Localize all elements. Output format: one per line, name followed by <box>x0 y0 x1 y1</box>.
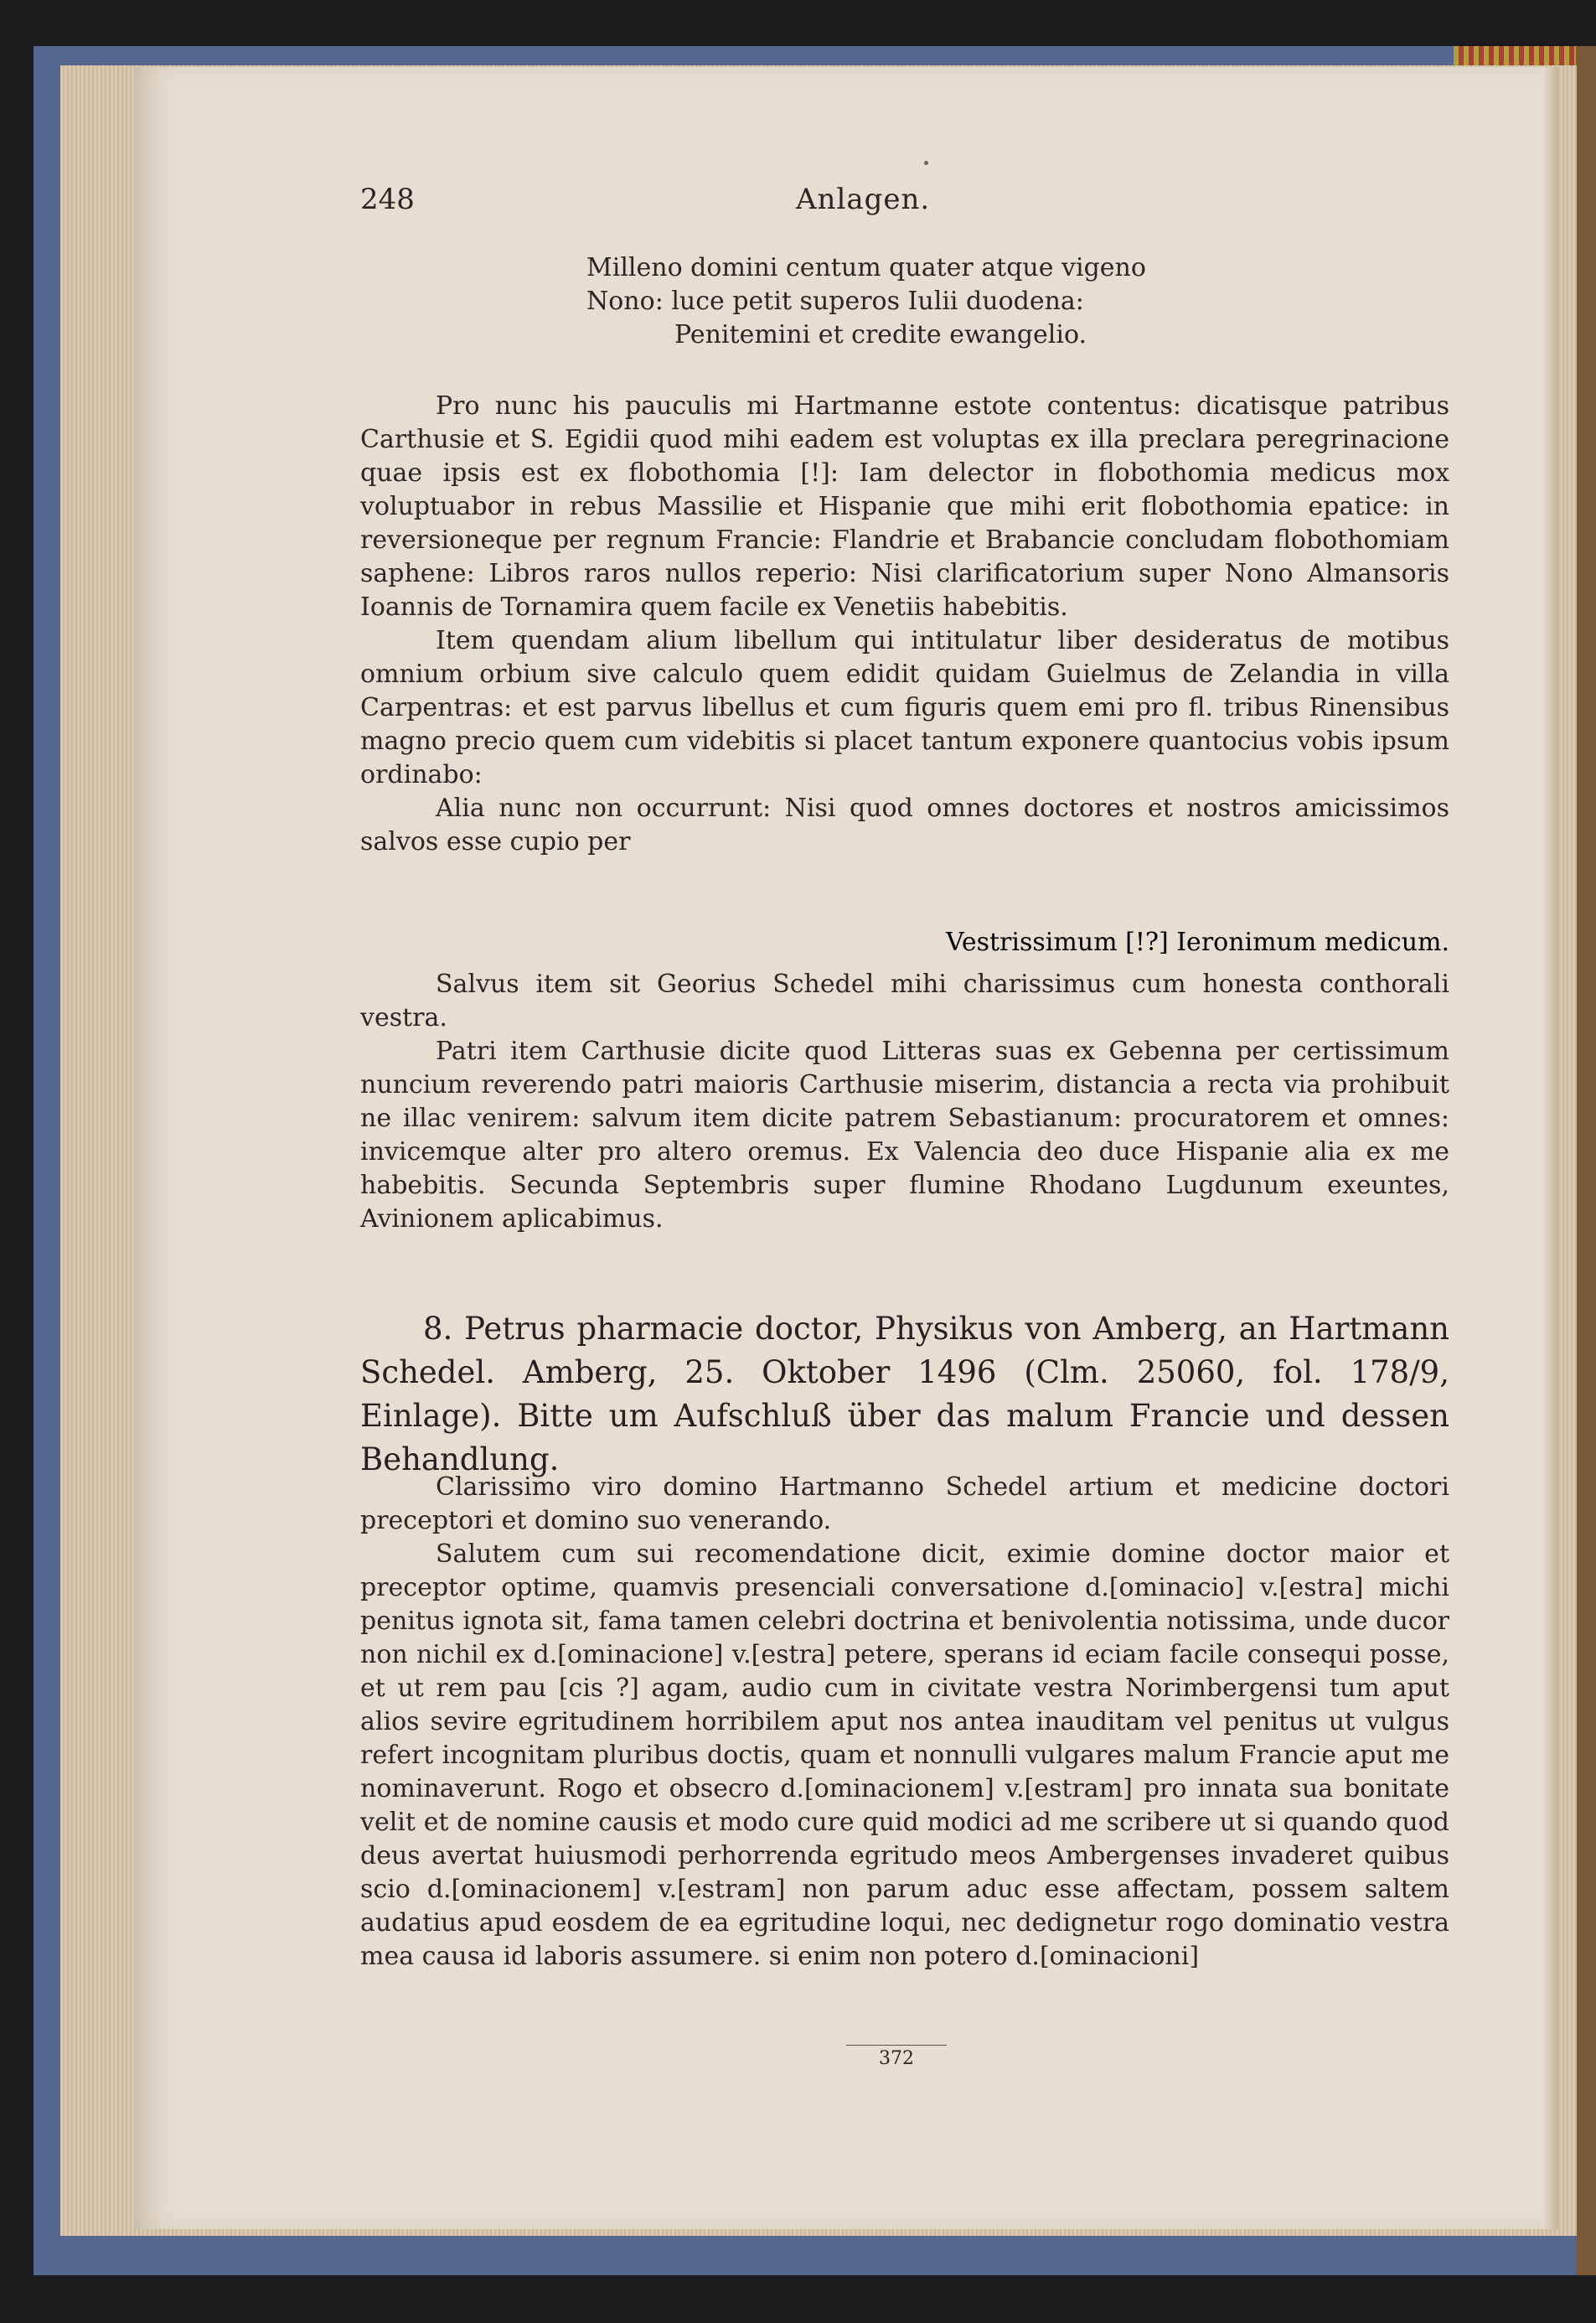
letter-one-body <box>360 390 1449 859</box>
page-gutter <box>1542 67 1558 2229</box>
running-title: Anlagen. <box>796 183 931 216</box>
footer-number: 372 <box>879 2048 914 2069</box>
letter-signature: Vestrissimum [!?] Ieronimum medicum. <box>945 928 1449 957</box>
verse-line: Penitemini et credite ewangelio. <box>674 320 1087 349</box>
book-edge <box>1576 46 1596 2275</box>
paragraph: Salvus item sit Georius Schedel mihi charissimus cum honesta conthorali vestra. <box>360 970 1449 1032</box>
verse-line: Nono: luce petit superos Iulii duodena: <box>586 287 1084 316</box>
page-header <box>360 183 1449 225</box>
verse-line: Milleno domini centum quater atque vigeno <box>586 253 1146 282</box>
paragraph: Item quendam alium libellum qui intitulatur liber desideratus de motibus omnium orbium sive calculo quem edidit quidam Guielmus de Zelandia in villa Carpentras: et est parvus libellus et cum figuris quem emi pro fl. tribus Rinensibus magno precio quem cum videbitis si placet tantum exponere quantocius vobis ipsum ordinabo: <box>360 626 1449 789</box>
paragraph: Patri item Carthusie dicite quod Litteras suas ex Gebenna per certissimum nuncium reverendo patri maioris Carthusie miserim, distancia a recta via prohibuit ne illac venirem: salvum item dicite patrem Sebastianum: procuratorem et omnes: invicemque alter pro altero oremus. Ex Valencia deo duce Hispanie alia ex me habebitis. Secunda Septembris super flumine Rhodano Lugdunum exeuntes, Avinionem aplicabimus. <box>360 1037 1449 1234</box>
footer-rule <box>846 2045 947 2046</box>
letter-heading <box>360 1307 1449 1482</box>
paragraph: Salutem cum sui recomendatione dicit, eximie domine doctor maior et preceptor optime, quamvis presenciali conversatione d.[ominacio] v.[estra] michi penitus ignota sit, fama tamen celebri doctrina et benivolentia notissima, unde ducor non nichil ex d.[ominacione] v.[estra] petere, sperans id eciam facile consequi posse, et ut rem pau [cis ?] agam, audio cum in civitate vestra Norimbergensi tum aput alios sevire egritudinem horribilem aput nos antea inauditam vel penitus ut vulgus refert incognitam pluribus doctis, quam et nonnulli vulgares malum Francie aput me nominaverunt. Rogo et obsecro d.[ominacionem] v.[estram] pro innata sua bonitate velit et de nomine causis et modo cure quid modici ad me scribere ut si quando quod deus avertat huiusmodi perhorrenda egritudo meos Ambergenses invaderet quibus scio d.[ominacionem] v.[estram] non parum aduc esse affectam, possem saltem audatius apud eosdem de ea egritudine loqui, nec dedignetur rogo dominatio vestra mea causa id laboris assumere. si enim non potero d.[ominacioni] <box>360 1539 1449 1971</box>
page-number: 248 <box>360 183 415 216</box>
page-speck <box>924 161 928 165</box>
letter-two-body <box>360 1471 1449 1974</box>
paragraph: Clarissimo viro domino Hartmanno Schedel artium et medicine doctori preceptori et domino suo venerando. <box>360 1472 1449 1535</box>
letter-number: 8. <box>423 1311 453 1347</box>
letter-one-postscripts <box>360 968 1449 1236</box>
paragraph: Pro nunc his pauculis mi Hartmanne estote contentus: dicatisque patribus Carthusie et S. Egidii quod mihi eadem est voluptas ex illa preclara peregrinacione quae ipsis est ex flobothomia [!]: Iam delector in flobothomia medicus mox voluptuabor in rebus Massilie et Hispanie que mihi erit flobothomia epatice: in reversioneque per regnum Francie: Flandrie et Brabancie concludam flobothomiam saphene: Libros raros nullos reperio: Nisi clarificatorium super Nono Almansoris Ioannis de Tornamira quem facile ex Venetiis habebitis. <box>360 391 1449 622</box>
letter-heading-text: Petrus pharmacie doctor, Physikus von Amberg, an Hartmann Schedel. Amberg, 25. Oktober 1496 (Clm. 25060, fol. 178/9, Einlage). Bitte um Aufschluß über das malum Francie und dessen Behandlung. <box>360 1311 1449 1477</box>
paragraph: Alia nunc non occurrunt: Nisi quod omnes doctores et nostros amicissimos salvos esse cupio per <box>360 794 1449 856</box>
verse-block <box>586 251 1273 352</box>
